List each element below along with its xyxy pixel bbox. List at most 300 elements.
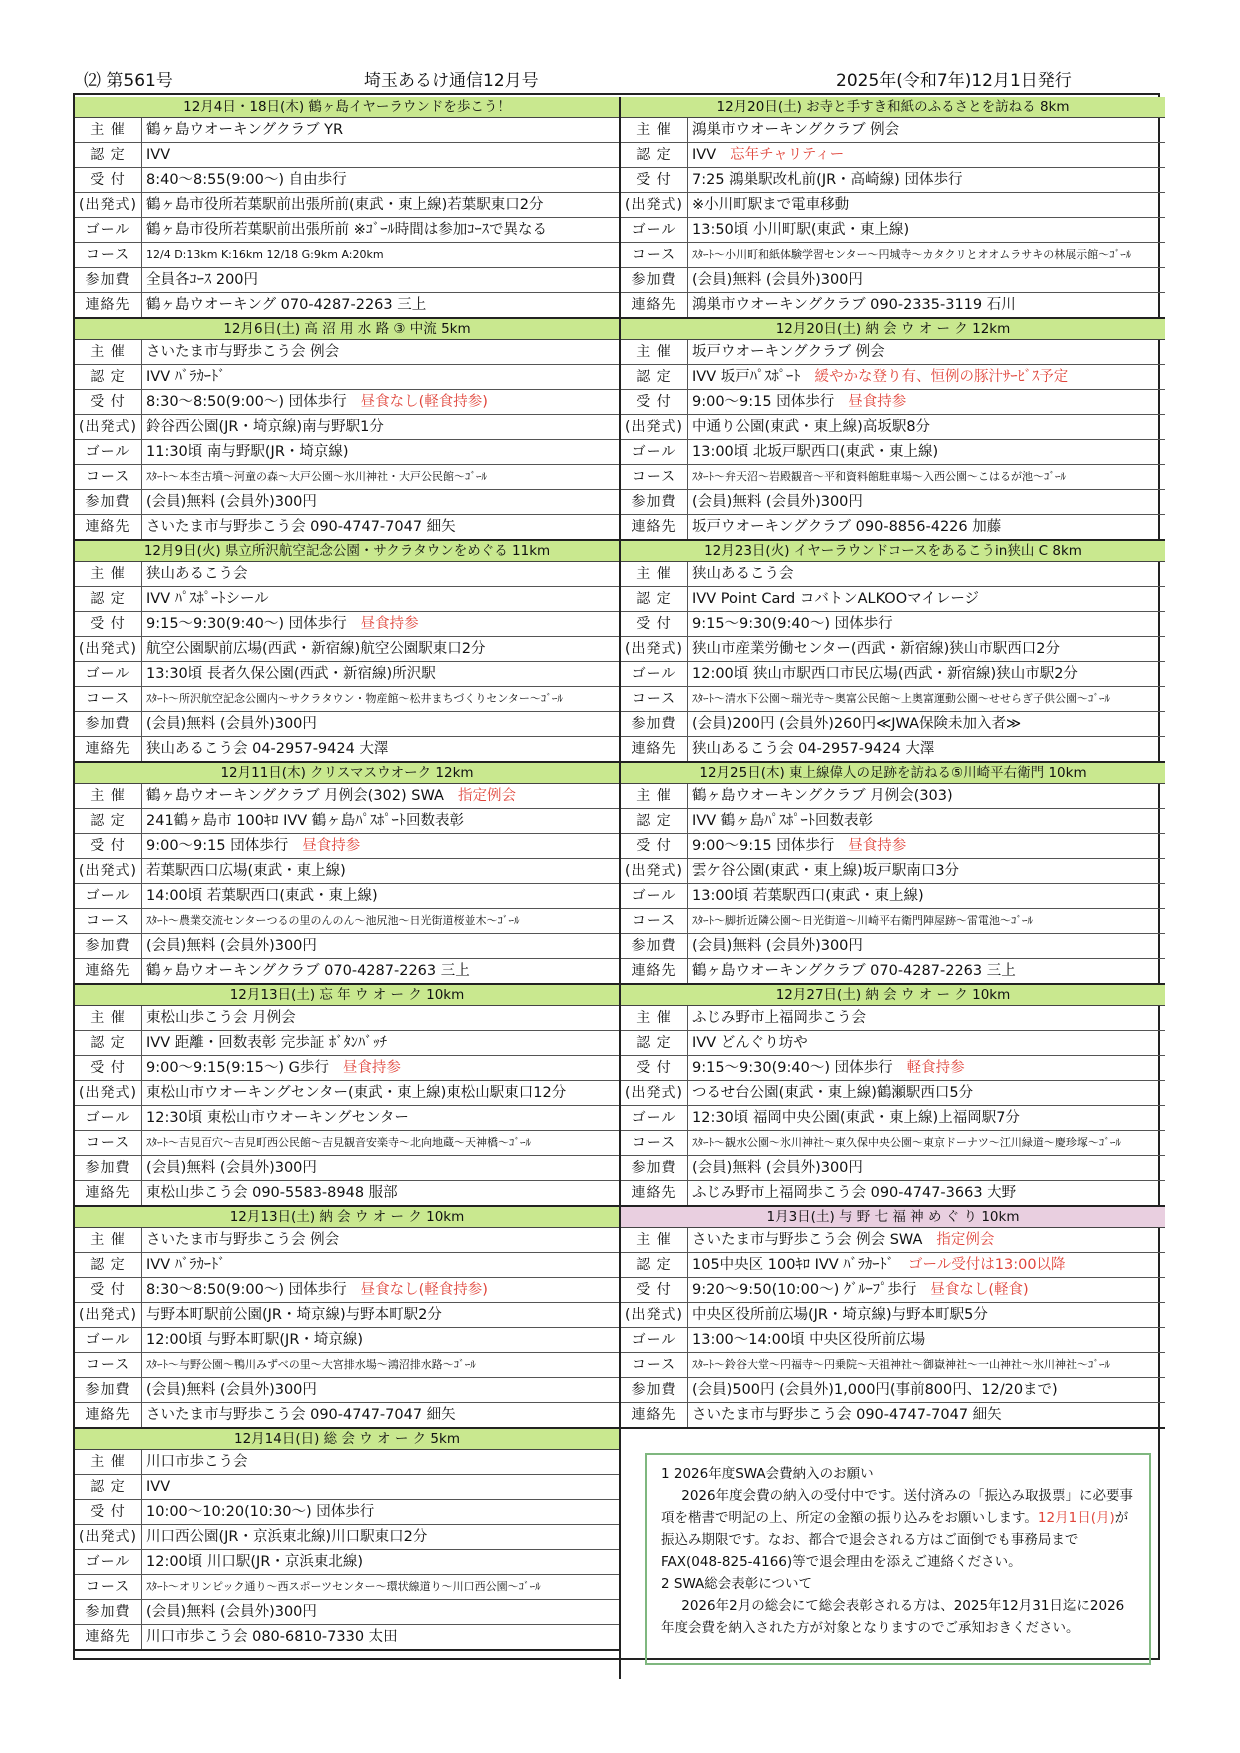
event-row-reception — [75, 168, 619, 193]
row-value — [688, 268, 1165, 292]
row-label: 連絡先 — [75, 1181, 142, 1205]
event-row-reception — [621, 168, 1165, 193]
goal-text: 13:30頃 長者久保公園(西武・新宿線)所沢駅 — [146, 666, 436, 682]
event-title: 12月20日(土) 納 会 ウ オ ー ク 12km — [621, 319, 1165, 340]
event-row-start — [75, 1303, 619, 1328]
start-text: 鶴ヶ島市役所若葉駅前出張所前(東武・東上線)若葉駅東口2分 — [146, 197, 544, 213]
start-text: 航空公園駅前広場(西武・新宿線)航空公園駅東口2分 — [146, 641, 486, 657]
event-row-fee — [75, 268, 619, 293]
event-row-reception — [75, 1278, 619, 1303]
row-value — [688, 587, 1165, 611]
row-label: 受 付 — [621, 1278, 688, 1302]
row-label: コース — [75, 465, 142, 489]
row-label: (出発式) — [75, 1303, 142, 1327]
row-value — [142, 1500, 619, 1524]
reception-text: 8:30～8:50(9:00～) 団体歩行 — [146, 394, 347, 410]
row-label: ゴール — [621, 884, 688, 908]
event-row-goal — [75, 440, 619, 465]
row-label: 参加費 — [621, 1378, 688, 1402]
contact-text: 狭山あるこう会 04-2957-9424 大澤 — [692, 741, 935, 757]
fee-text: (会員)無料 (会員外)300円 — [146, 1382, 317, 1398]
row-label: 受 付 — [621, 1056, 688, 1080]
contact-text: 東松山歩こう会 090-5583-8948 服部 — [146, 1185, 398, 1201]
row-label: 受 付 — [75, 1056, 142, 1080]
cert-note: 忘年チャリティー — [730, 147, 845, 163]
contact-text: 鶴ヶ島ウオーキングクラブ 070-4287-2263 三上 — [692, 963, 1016, 979]
row-label: 参加費 — [75, 1378, 142, 1402]
row-label: 受 付 — [75, 834, 142, 858]
event-row-host — [75, 118, 619, 143]
notice-item1-text-a: 2026年度会費の納入の受付中です。送付済みの「振込み取扱票」に必要事項を楷書で明記の上、所定の金額の振り込みをお願いします。 — [661, 1488, 1134, 1526]
row-label: 主 催 — [75, 1006, 142, 1030]
fee-text: (会員)無料 (会員外)300円 — [692, 938, 863, 954]
row-label: 主 催 — [621, 1228, 688, 1252]
event-row-host — [75, 1006, 619, 1031]
row-label: 主 催 — [621, 340, 688, 364]
row-value — [142, 168, 619, 192]
row-value — [142, 1625, 619, 1649]
event-row-start — [75, 415, 619, 440]
row-value — [142, 934, 619, 958]
goal-text: 14:00頃 若葉駅西口(東武・東上線) — [146, 888, 378, 904]
row-label: 連絡先 — [621, 1181, 688, 1205]
row-value — [142, 1056, 619, 1080]
event-row-cert — [75, 143, 619, 168]
event-row-reception — [75, 390, 619, 415]
schedule-frame — [73, 93, 1160, 1660]
start-text: 中通り公園(東武・東上線)高坂駅8分 — [692, 419, 931, 435]
row-label: 参加費 — [75, 712, 142, 736]
fee-text: (会員)500円 (会員外)1,000円(事前800円、12/20まで) — [692, 1382, 1058, 1398]
event-row-goal — [75, 1328, 619, 1353]
row-value — [688, 440, 1165, 464]
reception-text: 9:00～9:15 団体歩行 — [692, 394, 835, 410]
event-row-reception — [75, 834, 619, 859]
row-label: 認 定 — [621, 1031, 688, 1055]
event-row-cert — [621, 587, 1165, 612]
row-label: 主 催 — [75, 1228, 142, 1252]
event-row-host — [75, 1228, 619, 1253]
row-value — [142, 1403, 619, 1427]
row-value — [142, 834, 619, 858]
event-row-fee — [621, 268, 1165, 293]
event-block — [621, 541, 1165, 763]
row-label: 参加費 — [621, 268, 688, 292]
row-value — [688, 365, 1165, 389]
row-label: 認 定 — [621, 365, 688, 389]
row-value — [142, 1253, 619, 1277]
start-text: 中央区役所前広場(JR・埼京線)与野本町駅5分 — [692, 1307, 988, 1323]
row-value — [142, 809, 619, 833]
row-value — [688, 737, 1165, 761]
row-label: コース — [621, 1131, 688, 1155]
row-label: 参加費 — [621, 490, 688, 514]
row-label: 主 催 — [75, 562, 142, 586]
event-row-course — [621, 687, 1165, 712]
row-label: 認 定 — [621, 143, 688, 167]
cert-note: 緩やかな登り有、恒例の豚汁ｻｰﾋﾞｽ予定 — [814, 369, 1069, 385]
row-label: 連絡先 — [75, 959, 142, 983]
row-value — [142, 1378, 619, 1402]
row-value — [142, 118, 619, 142]
row-value — [142, 365, 619, 389]
event-row-start — [75, 1081, 619, 1106]
row-value — [142, 1450, 619, 1474]
start-text: 雲ケ谷公園(東武・東上線)坂戸駅南口3分 — [692, 863, 960, 879]
event-row-contact — [75, 293, 619, 317]
event-title: 12月13日(土) 忘 年 ウ オ ー ク 10km — [75, 985, 619, 1006]
host-text: 狭山あるこう会 — [692, 566, 794, 582]
event-row-course — [75, 687, 619, 712]
issue-number: ⑵ 第561号 — [84, 71, 173, 91]
row-label: ゴール — [621, 662, 688, 686]
row-value — [142, 440, 619, 464]
event-row-cert — [75, 1031, 619, 1056]
row-value — [142, 340, 619, 364]
goal-text: 13:50頃 小川町駅(東武・東上線) — [692, 222, 910, 238]
row-value — [688, 1181, 1165, 1205]
event-row-fee — [621, 934, 1165, 959]
event-block — [75, 97, 619, 319]
event-row-reception — [621, 612, 1165, 637]
row-label: 認 定 — [75, 1031, 142, 1055]
event-row-cert — [621, 365, 1165, 390]
contact-text: ふじみ野市上福岡歩こう会 090-4747-3663 大野 — [692, 1185, 1017, 1201]
row-value — [688, 934, 1165, 958]
event-row-goal — [621, 1328, 1165, 1353]
row-value — [142, 959, 619, 983]
row-value — [688, 562, 1165, 586]
row-value — [142, 1156, 619, 1180]
row-value — [142, 1575, 619, 1599]
publish-date: 2025年(令和7年)12月1日発行 — [836, 71, 1072, 91]
goal-text: 13:00頃 若葉駅西口(東武・東上線) — [692, 888, 924, 904]
row-value — [688, 293, 1165, 317]
event-row-contact — [75, 1181, 619, 1205]
contact-text: 坂戸ウオーキングクラブ 090-8856-4226 加藤 — [692, 519, 1002, 535]
row-value — [688, 390, 1165, 414]
event-block — [621, 763, 1165, 985]
host-text: 川口市歩こう会 — [146, 1454, 248, 1470]
start-text: つるせ台公園(東武・東上線)鶴瀬駅西口5分 — [692, 1085, 974, 1101]
event-block — [621, 97, 1165, 319]
event-title: 12月27日(土) 納 会 ウ オ ー ク 10km — [621, 985, 1165, 1006]
host-text: さいたま市与野歩こう会 例会 — [146, 344, 340, 360]
row-value — [688, 218, 1165, 242]
cert-text: IVV — [146, 1479, 171, 1495]
course-text: ｽﾀｰﾄ～清水下公園～瑞光寺～奥富公民館～上奥富運動公園～せせらぎ子供公園～ｺﾞｰﾙ — [692, 692, 1110, 705]
row-value — [142, 1475, 619, 1499]
reception-text: 7:25 鴻巣駅改札前(JR・高崎線) 団体歩行 — [692, 172, 963, 188]
row-label: ゴール — [75, 1550, 142, 1574]
host-text: 鴻巣市ウオーキングクラブ 例会 — [692, 122, 900, 138]
row-label: 認 定 — [621, 587, 688, 611]
event-row-goal — [75, 1106, 619, 1131]
row-value — [688, 1156, 1165, 1180]
row-label: 受 付 — [75, 390, 142, 414]
course-text: ｽﾀｰﾄ～観水公園～氷川神社～東久保中央公園～東京ドーナツ～江川緑道～慶珍塚～ｺﾞｰﾙ — [692, 1136, 1121, 1149]
event-row-start — [75, 637, 619, 662]
host-text: さいたま市与野歩こう会 例会 SWA — [692, 1232, 923, 1248]
event-row-cert — [75, 809, 619, 834]
host-note: 指定例会 — [936, 1232, 995, 1248]
host-text: さいたま市与野歩こう会 例会 — [146, 1232, 340, 1248]
start-text: 鈴谷西公園(JR・埼京線)南与野駅1分 — [146, 419, 384, 435]
course-text: ｽﾀｰﾄ～吉見百穴～吉見町西公民館～吉見観音安楽寺～北向地蔵～天神橋～ｺﾞｰﾙ — [146, 1136, 531, 1149]
row-value — [142, 218, 619, 242]
event-row-fee — [75, 1378, 619, 1403]
goal-text: 12:00頃 川口駅(JR・京浜東北線) — [146, 1554, 364, 1570]
event-row-fee — [75, 934, 619, 959]
course-text: ｽﾀｰﾄ～弁天沼～岩殿観音～平和資料館駐車場～入西公園～こはるが池～ｺﾞｰﾙ — [692, 470, 1066, 483]
event-title: 12月6日(土) 高 沼 用 水 路 ③ 中流 5km — [75, 319, 619, 340]
row-value — [688, 1228, 1165, 1252]
cert-note: ゴール受付は13:00以降 — [908, 1257, 1066, 1273]
row-label: 受 付 — [621, 168, 688, 192]
event-row-fee — [75, 1156, 619, 1181]
row-label: コース — [75, 243, 142, 267]
event-row-fee — [75, 1600, 619, 1625]
reception-note: 昼食持参 — [302, 838, 361, 854]
event-title: 1月3日(土) 与 野 七 福 神 め ぐ り 10km — [621, 1207, 1165, 1228]
row-value — [688, 784, 1165, 808]
row-value — [142, 1081, 619, 1105]
row-value — [688, 1403, 1165, 1427]
notice-area — [621, 1429, 1165, 1679]
event-row-fee — [75, 712, 619, 737]
cert-text: 105中央区 100ｷﾛ IVV ﾊﾞﾗｶｰﾄﾞ — [692, 1257, 895, 1273]
event-row-reception — [621, 390, 1165, 415]
goal-text: 12:30頃 福岡中央公園(東武・東上線)上福岡駅7分 — [692, 1110, 1020, 1126]
row-label: ゴール — [75, 662, 142, 686]
cert-text: IVV 鶴ヶ島ﾊﾟｽﾎﾟｰﾄ回数表彰 — [692, 813, 873, 829]
row-value — [142, 1006, 619, 1030]
row-value — [688, 1378, 1165, 1402]
fee-text: (会員)無料 (会員外)300円 — [692, 272, 863, 288]
row-value — [142, 515, 619, 539]
cert-text: IVV ﾊﾞﾗｶｰﾄﾞ — [146, 369, 226, 385]
row-value — [142, 687, 619, 711]
course-text: 12/4 D:13km K:16km 12/18 G:9km A:20km — [146, 248, 384, 261]
row-label: ゴール — [621, 440, 688, 464]
row-label: 認 定 — [75, 365, 142, 389]
cert-text: IVV 距離・回数表彰 完歩証 ﾎﾞﾀﾝﾊﾞｯﾁ — [146, 1035, 387, 1051]
event-row-start — [621, 193, 1165, 218]
event-row-start — [621, 415, 1165, 440]
row-value — [142, 268, 619, 292]
cert-text: IVV — [146, 147, 171, 163]
row-value — [142, 1131, 619, 1155]
row-value — [142, 1031, 619, 1055]
row-value — [142, 1525, 619, 1549]
event-row-cert — [621, 143, 1165, 168]
event-row-host — [621, 1006, 1165, 1031]
event-row-contact — [621, 959, 1165, 983]
row-label: コース — [75, 1353, 142, 1377]
event-row-host — [75, 784, 619, 809]
row-value — [688, 1031, 1165, 1055]
event-row-course — [621, 1353, 1165, 1378]
row-value — [688, 1131, 1165, 1155]
row-value — [142, 1278, 619, 1302]
event-title: 12月13日(土) 納 会 ウ オ ー ク 10km — [75, 1207, 619, 1228]
reception-note: 昼食なし(軽食持参) — [360, 1282, 488, 1298]
row-value — [688, 1303, 1165, 1327]
event-row-fee — [621, 712, 1165, 737]
event-row-start — [621, 1081, 1165, 1106]
event-title: 12月11日(木) クリスマスウオーク 12km — [75, 763, 619, 784]
row-value — [142, 1328, 619, 1352]
row-label: 認 定 — [75, 1475, 142, 1499]
row-value — [142, 612, 619, 636]
row-value — [688, 1006, 1165, 1030]
event-row-goal — [621, 218, 1165, 243]
event-row-course — [621, 243, 1165, 268]
notice-item2-title: 2 SWA総会表彰について — [661, 1576, 813, 1592]
event-row-reception — [621, 834, 1165, 859]
notice-box — [645, 1453, 1151, 1665]
row-label: (出発式) — [75, 193, 142, 217]
row-value — [142, 1106, 619, 1130]
row-label: コース — [621, 687, 688, 711]
contact-text: さいたま市与野歩こう会 090-4747-7047 細矢 — [692, 1407, 1002, 1423]
event-row-course — [75, 909, 619, 934]
goal-text: 12:30頃 東松山市ウオーキングセンター — [146, 1110, 409, 1126]
event-row-course — [621, 1131, 1165, 1156]
event-block — [75, 319, 619, 541]
event-row-contact — [75, 737, 619, 761]
event-row-fee — [621, 490, 1165, 515]
row-value — [688, 490, 1165, 514]
row-value — [142, 143, 619, 167]
event-row-goal — [75, 1550, 619, 1575]
row-label: コース — [621, 465, 688, 489]
row-value — [688, 884, 1165, 908]
start-text: 東松山市ウオーキングセンター(東武・東上線)東松山駅東口12分 — [146, 1085, 567, 1101]
event-row-goal — [75, 218, 619, 243]
event-row-host — [75, 1450, 619, 1475]
row-value — [142, 662, 619, 686]
row-label: (出発式) — [621, 415, 688, 439]
event-row-goal — [75, 884, 619, 909]
newsletter-title: 埼玉あるけ通信12月号 — [364, 71, 539, 91]
event-block — [75, 541, 619, 763]
row-label: 受 付 — [621, 834, 688, 858]
course-text: ｽﾀｰﾄ～本杢古墳～河童の森～大戸公園～氷川神社・大戸公民館～ｺﾞｰﾙ — [146, 470, 487, 483]
row-label: ゴール — [75, 440, 142, 464]
contact-text: 狭山あるこう会 04-2957-9424 大澤 — [146, 741, 389, 757]
row-value — [688, 859, 1165, 883]
row-label: 連絡先 — [75, 293, 142, 317]
goal-text: 鶴ヶ島市役所若葉駅前出張所前 ※ｺﾞｰﾙ時間は参加ｺｰｽで異なる — [146, 222, 548, 238]
row-label: 連絡先 — [75, 1403, 142, 1427]
goal-text: 12:00頃 与野本町駅(JR・埼京線) — [146, 1332, 364, 1348]
row-value — [142, 587, 619, 611]
event-title: 12月23日(火) イヤーラウンドコースをあるこうin狭山 C 8km — [621, 541, 1165, 562]
row-value — [688, 834, 1165, 858]
row-value — [688, 515, 1165, 539]
host-text: 鶴ヶ島ウオーキングクラブ 月例会(302) SWA — [146, 788, 444, 804]
row-value — [688, 465, 1165, 489]
row-value — [688, 1056, 1165, 1080]
reception-note: 昼食持参 — [342, 1060, 401, 1076]
reception-text: 9:15～9:30(9:40～) 団体歩行 — [146, 616, 347, 632]
event-row-host — [621, 562, 1165, 587]
event-title: 12月9日(火) 県立所沢航空記念公園・サクラタウンをめぐる 11km — [75, 541, 619, 562]
reception-text: 9:00～9:15 団体歩行 — [692, 838, 835, 854]
reception-text: 9:00～9:15 団体歩行 — [146, 838, 289, 854]
row-value — [142, 737, 619, 761]
reception-note: 昼食なし(軽食持参) — [360, 394, 488, 410]
row-value — [688, 1328, 1165, 1352]
course-text: ｽﾀｰﾄ～所沢航空記念公園内～サクラタウン・物産館～松井まちづくりセンター～ｺﾞｰﾙ — [146, 692, 563, 705]
row-label: 認 定 — [75, 143, 142, 167]
fee-text: (会員)無料 (会員外)300円 — [692, 494, 863, 510]
row-label: 認 定 — [75, 1253, 142, 1277]
row-label: 連絡先 — [621, 293, 688, 317]
reception-text: 9:15～9:30(9:40～) 団体歩行 — [692, 1060, 893, 1076]
row-label: 主 催 — [75, 1450, 142, 1474]
row-value — [142, 293, 619, 317]
row-value — [142, 1550, 619, 1574]
event-row-goal — [621, 884, 1165, 909]
event-row-reception — [75, 612, 619, 637]
row-label: コース — [621, 909, 688, 933]
goal-text: 13:00頃 北坂戸駅西口(東武・東上線) — [692, 444, 939, 460]
event-row-course — [75, 1575, 619, 1600]
row-label: コース — [621, 243, 688, 267]
row-label: 参加費 — [621, 712, 688, 736]
start-text: 川口西公園(JR・京浜東北線)川口駅東口2分 — [146, 1529, 428, 1545]
row-label: ゴール — [75, 1328, 142, 1352]
row-value — [142, 859, 619, 883]
row-label: 認 定 — [75, 587, 142, 611]
row-label: コース — [75, 1131, 142, 1155]
event-block — [621, 319, 1165, 541]
fee-text: (会員)無料 (会員外)300円 — [692, 1160, 863, 1176]
event-block — [621, 985, 1165, 1207]
right-events — [621, 97, 1165, 1429]
event-row-goal — [621, 440, 1165, 465]
host-note: 指定例会 — [457, 788, 516, 804]
row-value — [142, 465, 619, 489]
row-label: 連絡先 — [621, 515, 688, 539]
cert-text: IVV — [692, 147, 717, 163]
row-label: 受 付 — [621, 612, 688, 636]
fee-text: 全員各ｺｰｽ 200円 — [146, 272, 259, 288]
row-value — [142, 562, 619, 586]
row-label: 主 催 — [621, 784, 688, 808]
row-label: (出発式) — [75, 859, 142, 883]
cert-text: IVV どんぐり坊や — [692, 1035, 808, 1051]
row-value — [688, 415, 1165, 439]
event-row-cert — [75, 1253, 619, 1278]
event-block — [75, 985, 619, 1207]
goal-text: 11:30頃 南与野駅(JR・埼京線) — [146, 444, 349, 460]
cert-text: 241鶴ヶ島市 100ｷﾛ IVV 鶴ヶ島ﾊﾟｽﾎﾟｰﾄ回数表彰 — [146, 813, 465, 829]
row-value — [142, 637, 619, 661]
fee-text: (会員)200円 (会員外)260円≪JWA保険未加入者≫ — [692, 716, 1022, 732]
host-text: 鶴ヶ島ウオーキングクラブ YR — [146, 122, 344, 138]
row-value — [142, 1181, 619, 1205]
event-row-course — [621, 465, 1165, 490]
row-value — [142, 390, 619, 414]
start-text: 若葉駅西口広場(東武・東上線) — [146, 863, 346, 879]
row-label: 連絡先 — [75, 1625, 142, 1649]
row-value — [688, 168, 1165, 192]
row-label: 認 定 — [621, 1253, 688, 1277]
event-row-cert — [621, 809, 1165, 834]
